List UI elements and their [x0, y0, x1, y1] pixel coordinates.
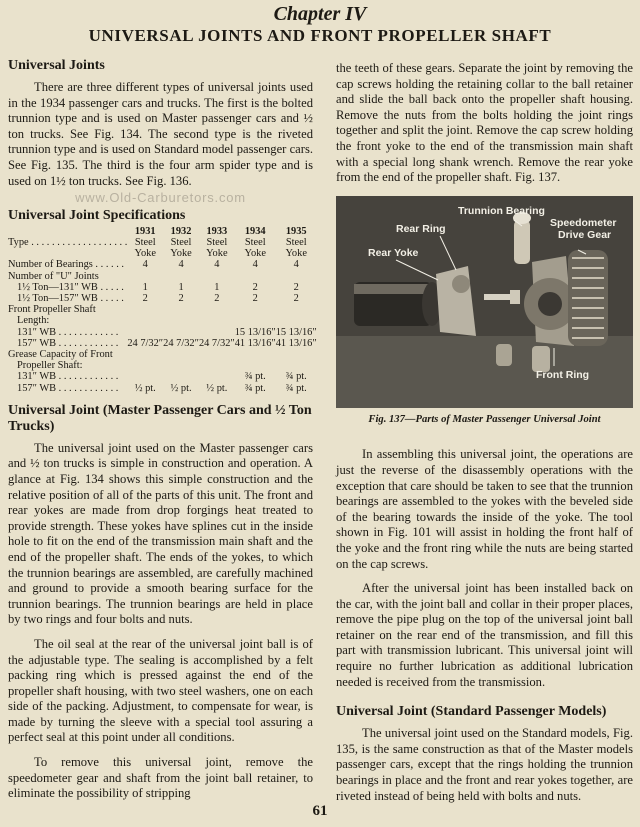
spec-value: Yoke [134, 248, 156, 260]
spec-value [199, 315, 235, 326]
spec-value [163, 349, 199, 360]
spec-value [163, 371, 199, 382]
chapter-label: Chapter IV [273, 3, 367, 25]
year-cell: 1931 [134, 225, 156, 237]
label-front-ring: Front Ring [536, 368, 590, 381]
figure-caption: Fig. 137—Parts of Master Passenger Universal Joint [368, 413, 601, 425]
spec-label: Number of "U" Joints [8, 270, 99, 282]
spec-value: Steel [170, 236, 192, 248]
spec-value [235, 271, 276, 282]
spec-value [199, 371, 235, 382]
spec-value: 1 [178, 281, 184, 293]
left-column [8, 58, 317, 802]
spec-value: Steel [285, 236, 307, 248]
spec-row [8, 282, 317, 293]
spec-value [199, 304, 235, 315]
figure-137-photo [336, 196, 633, 408]
spec-value [199, 271, 235, 282]
label-drive-gear: Drive Gear [558, 228, 612, 241]
spec-label: 131″ WB . . . . . . . . . . . . [17, 326, 119, 338]
paragraph-assembling: In assembling this universal joint, the operations are just the reverse of the disassembly operations with the exception that care should be taken to see that the trunnion bearings are assembled to the yokes with the beveled side of the bearing towards the inside of the yoke. The tool shown in Fig. 101 will assist in holding the front half of the yoke and the front ring while the nuts are being started on the cap screws. [336, 447, 633, 571]
spec-value [163, 304, 199, 315]
spec-value: Yoke [206, 248, 228, 260]
spec-label [8, 248, 127, 259]
spec-row [8, 259, 317, 270]
spec-value: ¾ pt. [285, 382, 307, 394]
spec-value [163, 271, 199, 282]
spec-value [127, 371, 163, 382]
spec-value [276, 271, 317, 282]
spec-value: ½ pt. [206, 382, 228, 394]
spec-row [8, 383, 317, 394]
paragraph-master-1: The universal joint used on the Master passenger cars and ½ ton trucks is simple in construction and operation. A glance at Fig. 134 shows this simple construction and the relative position of all of the parts of this unit. The front and rear yokes are made from drop forgings heat treated to provide strength. These yokes have splines cut in the inside hole to fit on the end of the transmission main shaft and the end of the propeller shaft. The ends of the yokes, to which the trunnion bearings are assembled, are carefully machined and ground to provide a smooth bearing surface for the trunnion bearings. The trunnion bearings are held in place by two rings and four bolts and nuts. [8, 440, 313, 627]
paragraph-intro: There are three different types of universal joints used in the 1934 passenger cars and trucks. The first is the bolted trunnion type and is used on Master passenger cars and ½ ton trucks. See Fig. 134. The second type is the riveted trunnion type and is used on Standard model passenger cars. See Fig. 135. The third is the four arm spider type and is used on 1½ ton trucks. See Fig. 136. [8, 80, 313, 188]
spec-value [199, 360, 235, 371]
spec-value: 2 [293, 292, 299, 304]
paragraph-continued: the teeth of these gears. Separate the joint by removing the cap screws holding the retaining collar to the ball retainer and slide the ball back onto the propeller shaft housing. Remove the nuts from the bolts holding the joint rings together and split the joint. Remove the cap screw holding the front yoke to the end of the transmission main shaft with a special long shank wrench. Remove the rear yoke from the end of the propeller shaft. Fig. 137. [336, 61, 633, 185]
spec-value [127, 315, 163, 326]
spec-value: 4 [293, 259, 299, 271]
watermark: www.Old-Carburetors.com [75, 190, 246, 206]
spec-value: 1 [214, 281, 220, 293]
spec-value [127, 360, 163, 371]
heading-universal-joints: Universal Joints [8, 58, 105, 73]
spec-value: Steel [134, 236, 156, 248]
label-rear-ring: Rear Ring [396, 222, 446, 235]
spec-value: Yoke [285, 248, 307, 260]
spec-value: 2 [252, 292, 258, 304]
spec-value [199, 327, 235, 338]
page-number: 61 [312, 803, 328, 819]
spec-value [276, 360, 317, 371]
spec-value: 1 [142, 281, 148, 293]
spec-label: Number of Bearings . . . . . . [8, 259, 125, 271]
spec-value [163, 315, 199, 326]
spec-value [235, 349, 276, 360]
spec-value: 2 [252, 281, 258, 293]
spec-value: 24 7/32″ [127, 337, 164, 349]
spec-label: Type . . . . . . . . . . . . . . . . . . . [8, 236, 128, 248]
spec-value: 4 [142, 259, 148, 271]
spec-value: ¾ pt. [244, 382, 266, 394]
year-cell: 1932 [170, 225, 192, 237]
label-rear-yoke: Rear Yoke [368, 246, 419, 259]
spec-label: Propeller Shaft: [17, 360, 83, 372]
spec-label: Length: [17, 315, 50, 327]
spec-value: ½ pt. [134, 382, 156, 394]
spec-value: 4 [214, 259, 220, 271]
spec-value [276, 349, 317, 360]
paragraph-master-3: To remove this universal joint, remove the speedometer gear and shaft from the joint ball retainer, to eliminate the possibility of stripping [8, 755, 313, 801]
spec-label: Grease Capacity of Front [8, 348, 113, 360]
year-cell: 1933 [206, 225, 228, 237]
spec-value: ½ pt. [170, 382, 192, 394]
spec-value [127, 349, 163, 360]
spec-value [235, 304, 276, 315]
spec-row [8, 360, 317, 371]
heading-master-joint: Universal Joint (Master Passenger Cars and ½ Ton Trucks) [8, 402, 312, 434]
spec-label: 131″ WB . . . . . . . . . . . . [17, 371, 119, 383]
spec-value [127, 327, 163, 338]
label-trunnion-bearing: Trunnion Bearing [458, 204, 545, 217]
spec-value: 24 7/32″ [198, 337, 235, 349]
spec-row [8, 315, 317, 326]
spec-value: 4 [252, 259, 258, 271]
spec-value: 41 13/16″ [234, 337, 276, 349]
spec-value: 4 [178, 259, 184, 271]
spec-table [8, 226, 317, 394]
spec-label: 1½ Ton—157″ WB . . . . . [17, 292, 124, 304]
spec-value [127, 271, 163, 282]
paragraph-standard: The universal joint used on the Standard models, Fig. 135, is the same construction as that of the Master models passenger cars, except that the rings holding the trunnion bearings in place and the front and rear yokes together, are riveted instead of being held with bolts and nuts. [336, 726, 633, 803]
spec-value: Yoke [170, 248, 192, 260]
spec-value: 2 [293, 281, 299, 293]
spec-row [8, 371, 317, 382]
spec-row [8, 248, 317, 259]
paragraph-master-2: The oil seal at the rear of the universal joint ball is of the adjustable type. The sealing is accomplished by a felt packing ring which is pressed against the end of the propeller shaft housing, with two steel washers, one on each side of the packing. Adjustment, to compensate for wear, is made by turning the sleeve with a special tool assuring a perfect seal at this point under all conditions. [8, 636, 313, 745]
spec-value [163, 327, 199, 338]
spec-value: Steel [206, 236, 228, 248]
spec-value [276, 304, 317, 315]
heading-specifications: Universal Joint Specifications [8, 207, 186, 223]
spec-label: 1½ Ton—131″ WB . . . . . [17, 281, 124, 293]
spec-label: Front Propeller Shaft [8, 304, 96, 316]
spec-year-row [8, 226, 317, 237]
label-speedometer: Speedometer [550, 216, 617, 229]
right-column [336, 61, 633, 804]
chapter-title: UNIVERSAL JOINTS AND FRONT PROPELLER SHAFT [88, 26, 552, 45]
spec-value: ¾ pt. [285, 371, 307, 383]
spec-value: 2 [142, 292, 148, 304]
spec-value: ¾ pt. [244, 371, 266, 383]
spec-value [235, 360, 276, 371]
year-cell: 1934 [244, 225, 266, 237]
heading-standard-joint: Universal Joint (Standard Passenger Models) [336, 704, 607, 720]
spec-value [199, 349, 235, 360]
spec-value: 41 13/16″ [275, 337, 317, 349]
year-cell: 1935 [285, 225, 307, 237]
spec-row [8, 327, 317, 338]
spec-value: 15 13/16″ [275, 326, 317, 338]
spec-value: 15 13/16″ [234, 326, 276, 338]
paragraph-after-install: After the universal joint has been installed back on the car, with the joint ball and collar in their proper places, remove the pipe plug on the top of the universal joint ball retainer on the rear end of the transmission, and fill this part with transmission lubricant. This universal joint will require no further lubrication as additional lubrication needed is received from the transmission. [336, 581, 633, 689]
spec-label: 157″ WB . . . . . . . . . . . . [17, 382, 119, 394]
spec-row [8, 293, 317, 304]
spec-value: 2 [178, 292, 184, 304]
spec-row [8, 304, 317, 315]
spec-value: Steel [244, 236, 266, 248]
spec-value: 2 [214, 292, 220, 304]
spec-value: 24 7/32″ [163, 337, 199, 349]
spec-value [163, 360, 199, 371]
spec-row [8, 349, 317, 360]
spec-value [235, 315, 276, 326]
spec-value: Yoke [244, 248, 266, 260]
spec-row [8, 237, 317, 248]
spec-value [276, 315, 317, 326]
spec-value [127, 304, 163, 315]
spec-label: 157″ WB . . . . . . . . . . . . [17, 337, 119, 349]
spec-row [8, 271, 317, 282]
spec-row [8, 338, 317, 349]
